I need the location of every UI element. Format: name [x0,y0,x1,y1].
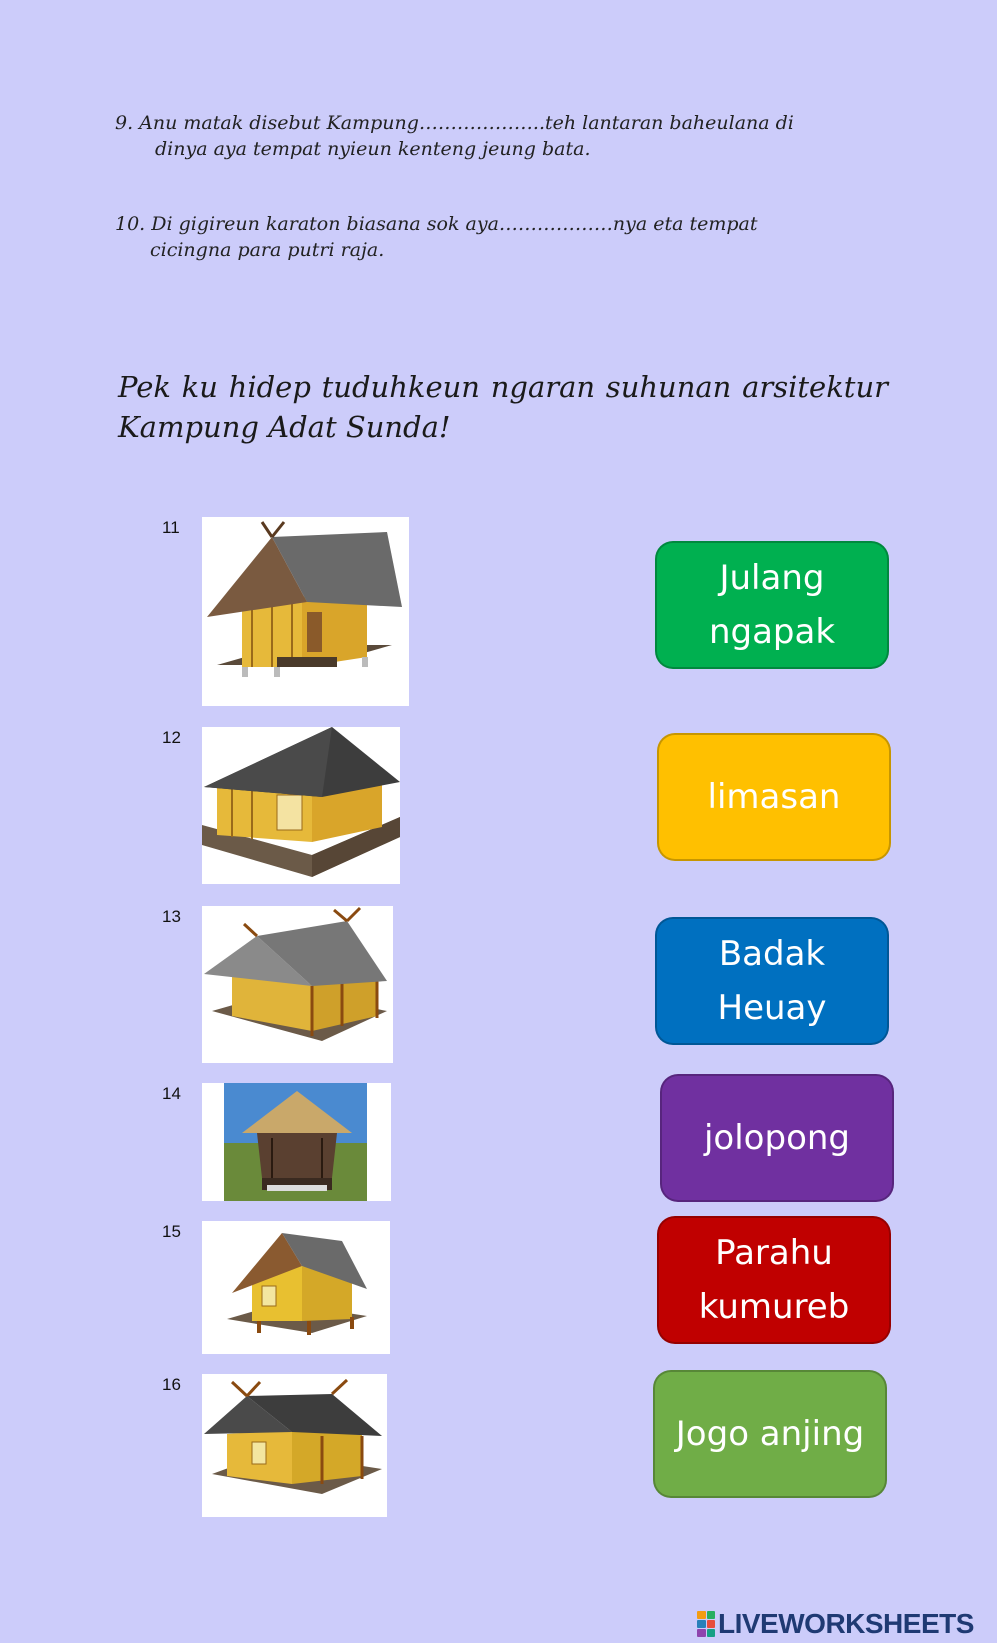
item-number-11: 11 [162,518,180,537]
answer-label: Julang ngapak [708,558,836,652]
item-number-13: 13 [162,907,181,926]
item-number-14: 14 [162,1084,181,1103]
answer-card-parahu-kumureb[interactable] [657,1216,891,1344]
house-julang-ngapak-roof-icon[interactable] [202,517,409,706]
liveworksheets-logo [697,1607,974,1641]
answer-card-jolopong[interactable] [660,1074,894,1202]
question-10-line-1: 10. Di gigireun karaton biasana sok aya………………nya eta tempat [115,213,758,235]
liveworksheets-mark-icon [697,1611,715,1637]
answer-card-jogo-anjing[interactable] [653,1370,887,1498]
answer-card-julang-ngapak[interactable] [655,541,889,669]
house-hip-roof-icon[interactable] [202,727,400,884]
item-number-12: 12 [162,728,181,747]
answer-label: Parahu kumureb [698,1233,850,1327]
question-10-line-2: cicingna para putri raja. [150,239,385,261]
matching-instruction: Pek ku hidep tuduhkeun ngaran suhunan arsitektur Kampung Adat Sunda! [118,370,888,444]
answer-label: jolopong [703,1118,850,1158]
house-crossed-gable-veranda-icon[interactable] [202,1374,387,1517]
answer-label: limasan [707,777,841,817]
answer-label: Jogo anjing [675,1414,865,1454]
house-crossed-gable-roof-icon[interactable] [202,906,393,1063]
answer-card-badak-heuay[interactable] [655,917,889,1045]
item-number-15: 15 [162,1222,181,1241]
liveworksheets-brand: LIVEWORKSHEETS [718,1608,974,1639]
question-9-line-1: 9. Anu matak disebut Kampung………………..teh lantaran baheulana di [115,112,794,134]
small-gable-house-icon[interactable] [202,1221,390,1354]
answer-card-limasan[interactable] [657,733,891,861]
item-number-16: 16 [162,1375,181,1394]
question-9-line-2: dinya aya tempat nyieun kenteng jeung bata. [155,138,591,160]
answer-label: Badak Heuay [717,934,827,1028]
thatched-rice-barn-photo[interactable] [202,1083,391,1201]
